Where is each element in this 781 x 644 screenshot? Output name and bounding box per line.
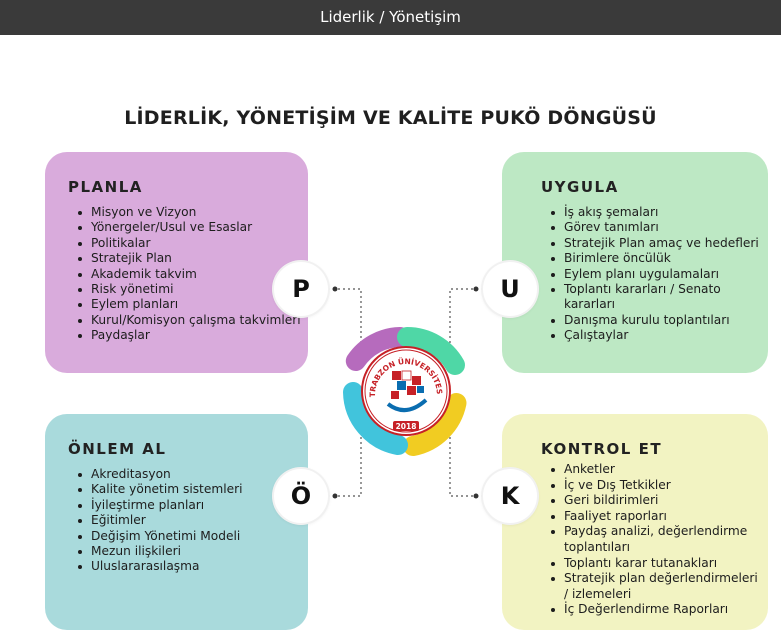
connector-o: [328, 427, 361, 496]
card-planla: [45, 152, 308, 373]
list-item: İç Değerlendirme Raporları: [549, 602, 761, 618]
list-item: Birimlere öncülük: [549, 251, 761, 266]
card-onlem-al-heading: ÖNLEM AL: [68, 440, 167, 458]
list-item: Anketler: [549, 462, 761, 478]
list-item: Yönergeler/Usul ve Esaslar: [76, 220, 301, 235]
list-item: Risk yönetimi: [76, 282, 301, 297]
list-item: Stratejik plan değerlendirmeleri / izlemeleri: [549, 571, 761, 602]
list-item: Eylem planı uygulamaları: [549, 267, 761, 282]
list-item: Toplantı kararları / Senato kararları: [549, 282, 761, 313]
connector-k: [450, 427, 483, 496]
connector-u: [450, 289, 483, 356]
letter-badge-o: Ö: [274, 469, 328, 523]
list-item: Akreditasyon: [76, 467, 301, 482]
list-item: Kalite yönetim sistemleri: [76, 482, 301, 497]
card-uygula-list: [549, 205, 761, 344]
list-item: Akademik takvim: [76, 267, 301, 282]
list-item: Toplantı karar tutanakları: [549, 556, 761, 572]
card-onlem-al: [45, 414, 308, 630]
letter-badge-k: K: [483, 469, 537, 523]
list-item: Stratejik Plan: [76, 251, 301, 266]
list-item: İyileştirme planları: [76, 498, 301, 513]
letter-badge-u: U: [483, 262, 537, 316]
list-item: Çalıştaylar: [549, 328, 761, 343]
logo-university-name: TRABZON ÜNİVERSİTES: [367, 356, 445, 398]
page-header-title: Liderlik / Yönetişim: [320, 8, 461, 26]
list-item: İç ve Dış Tetkikler: [549, 478, 761, 494]
card-planla-heading: PLANLA: [68, 178, 143, 196]
list-item: Danışma kurulu toplantıları: [549, 313, 761, 328]
diagram-title: LİDERLİK, YÖNETİŞİM VE KALİTE PUKÖ DÖNGÜSÜ: [124, 107, 657, 129]
list-item: Eylem planları: [76, 297, 301, 312]
list-item: Mezun ilişkileri: [76, 544, 301, 559]
card-onlem-al-list: [76, 467, 301, 575]
card-planla-list: [76, 205, 301, 344]
card-kontrol-et-list: [549, 462, 761, 618]
list-item: Görev tanımları: [549, 220, 761, 235]
card-uygula: [502, 152, 768, 373]
logo-year: 2018: [395, 422, 417, 431]
list-item: Kurul/Komisyon çalışma takvimleri: [76, 313, 301, 328]
list-item: Faaliyet raporları: [549, 509, 761, 525]
list-item: Politikalar: [76, 236, 301, 251]
letter-badge-p: P: [274, 262, 328, 316]
list-item: Uluslararasılaşma: [76, 559, 301, 574]
list-item: Misyon ve Vizyon: [76, 205, 301, 220]
list-item: Paydaş analizi, değerlendirme toplantıları: [549, 524, 761, 555]
card-kontrol-et-heading: KONTROL ET: [541, 440, 663, 458]
list-item: Değişim Yönetimi Modeli: [76, 529, 301, 544]
list-item: İş akış şemaları: [549, 205, 761, 220]
list-item: Geri bildirimleri: [549, 493, 761, 509]
list-item: Stratejik Plan amaç ve hedefleri: [549, 236, 761, 251]
card-kontrol-et: [502, 414, 768, 630]
list-item: Eğitimler: [76, 513, 301, 528]
list-item: Paydaşlar: [76, 328, 301, 343]
card-uygula-heading: UYGULA: [541, 178, 619, 196]
